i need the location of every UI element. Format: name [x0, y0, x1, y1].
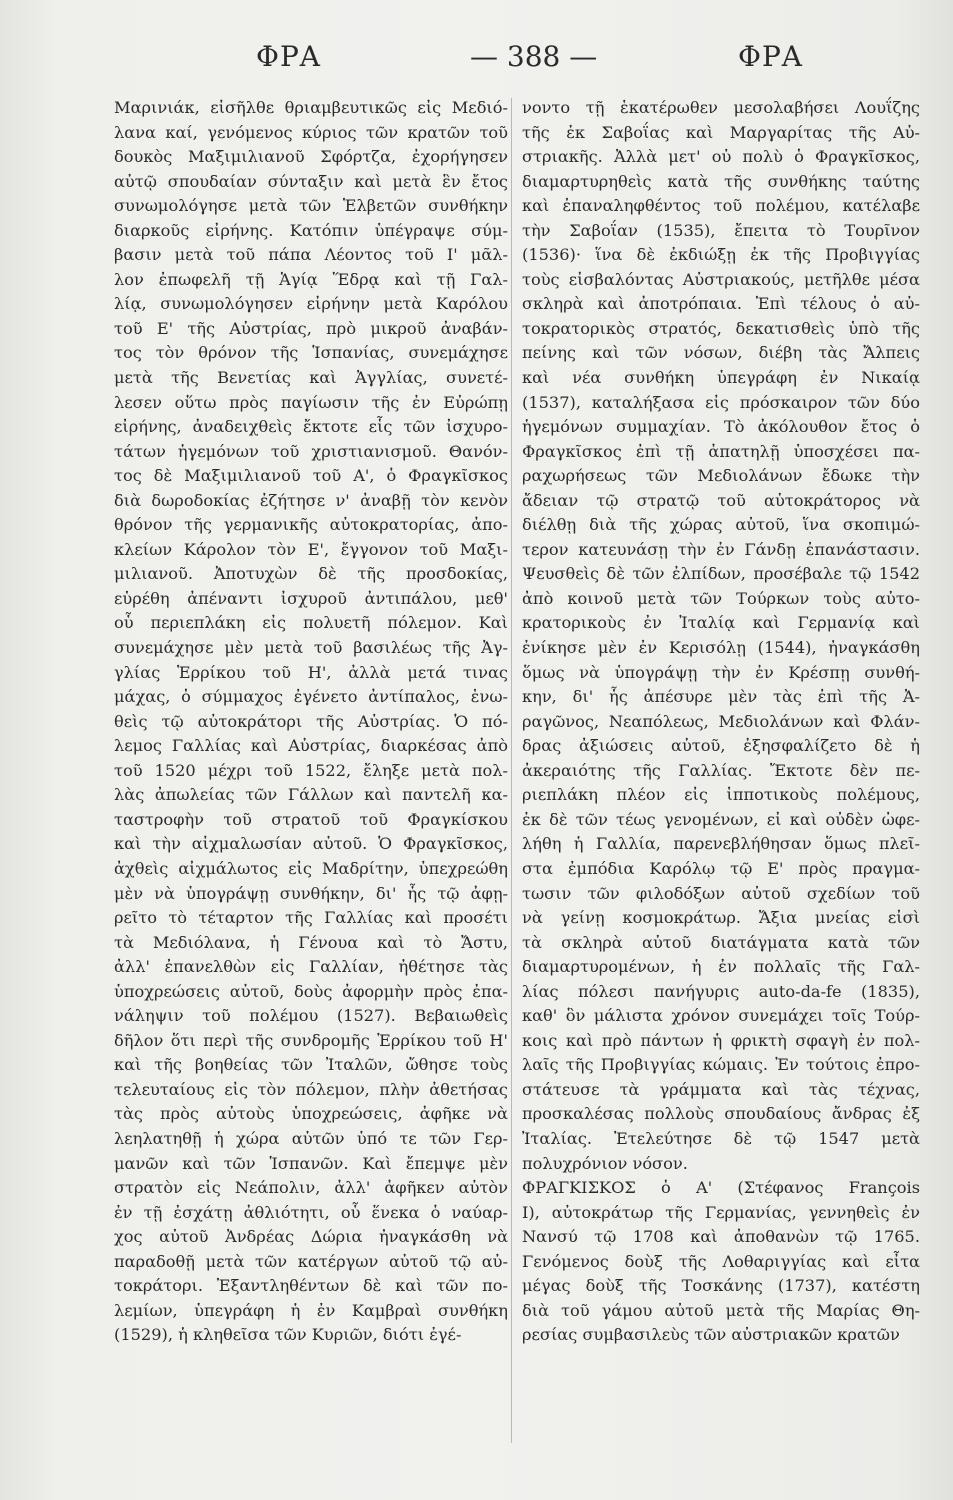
text-line: τελευταίους εἰς τὸν πόλεμον, πλὴν ἀθετήσας — [114, 1079, 508, 1099]
text-line: θεὶς τῷ αὐτοκράτορι τῆς Αὐστρίας. Ὁ πό- — [114, 711, 508, 731]
text-line: ἀπὸ κοινοῦ μετὰ τῶν Τούρκων τοὺς αὐτο- — [522, 588, 920, 608]
text-line: λίας πόλεσι πανήγυρις auto-da-fe (1835), — [522, 981, 920, 1001]
text-line: διέλθῃ διὰ τῆς χώρας αὐτοῦ, ἵνα σκοπιμώ- — [522, 515, 920, 535]
text-line: χος αὐτοῦ Ἀνδρέας Δώρια ἠναγκάσθη νὰ — [114, 1227, 508, 1247]
text-line: τερον κατευνάσῃ τὴν ἐν Γάνδῃ ἐπανάστασιν. — [522, 539, 920, 559]
text-line: διαρκοῦς εἰρήνης. Κατόπιν ὑπέγραψε σύμ- — [114, 220, 508, 240]
text-line: ἡγεμόνων συμμαχίαν. Τὸ ἀκόλουθον ἔτος ὁ — [522, 417, 920, 437]
text-line: μάχας, ὁ σύμμαχος ἐγένετο ἀντίπαλος, ἑνω- — [114, 687, 508, 707]
text-line: αὐτῷ σπουδαίαν σύνταξιν καὶ μετὰ ἓν ἔτος — [114, 171, 508, 191]
text-line: Γενόμενος δοὺξ τῆς Λοθαριγγίας καὶ εἶτα — [522, 1251, 920, 1271]
text-line: πολυχρόνιον νόσον. — [522, 1153, 688, 1173]
text-line: ἄδειαν τῷ στρατῷ τοῦ αὐτοκράτορος νὰ — [522, 490, 920, 510]
text-line: τωσιν τῶν φιλοδόξων αὐτοῦ σχεδίων τοῦ — [522, 883, 920, 903]
text-line: καθ' ὃν μάλιστα χρόνον συνεμάχει τοῖς Τούρ- — [522, 1006, 920, 1026]
text-line: τοκράτορι. Ἐξαντληθέντων δὲ καὶ τῶν πο- — [114, 1276, 508, 1296]
text-line: ραγῶνος, Νεαπόλεως, Μεδιολάνων καὶ Φλάν- — [522, 711, 920, 731]
header-right-keyword: ΦΡΑ — [738, 40, 804, 73]
text-line: δουκὸς Μαξιμιλιανοῦ Σφόρτζα, ἐχορήγησεν — [114, 147, 508, 167]
text-line: (1529), ἡ κληθεῖσα τῶν Κυριῶν, διότι ἐγέ- — [114, 1325, 462, 1345]
text-line: τος δὲ Μαξιμιλιανοῦ τοῦ Α', ὁ Φραγκῖσκος — [114, 466, 508, 486]
text-line: κοις καὶ πρὸ πάντων ἡ φρικτὴ σφαγὴ ἐν πολ- — [522, 1030, 920, 1050]
text-line: δρας ἀξιώσεις αὐτοῦ, ἐξησφαλίζετο δὲ ἡ — [522, 736, 920, 756]
text-line: τῆς ἐκ Σαβοΐας καὶ Μαργαρίτας τῆς Αὐ- — [522, 122, 920, 142]
text-line: Μαρινιάκ, εἰσῆλθε θριαμβευτικῶς εἰς Μεδιό- — [114, 98, 508, 117]
text-line: εὑρέθη ἀπέναντι ἰσχυροῦ ἀντιπάλου, μεθ' — [114, 588, 508, 608]
text-line: διὰ δωροδοκίας ἐζήτησε ν' ἀναβῇ τὸν κενὸν — [114, 490, 508, 510]
text-line: μὲν νὰ ὑπογράψῃ συνθήκην, δι' ἧς τῷ ἀφῃ- — [114, 883, 508, 903]
text-line: προσκαλέσας πολλοὺς σπουδαίους ἄνδρας ἐξ — [522, 1104, 920, 1124]
text-line: καὶ τῆς βοηθείας τῶν Ἰταλῶν, ὤθησε τοὺς — [114, 1055, 508, 1075]
text-line: ραχωρήσεως τῶν Μεδιολάνων ἔδωκε τὴν — [522, 466, 920, 486]
text-line: συνεμάχησε μὲν μετὰ τοῦ βασιλέως τῆς Ἀγ- — [114, 638, 508, 658]
text-line: καὶ ἐπαναληφθέντος τοῦ πολέμου, κατέλαβε — [522, 196, 920, 216]
text-line: ρεσίας συμβασιλεὺς τῶν αὐστριακῶν κρατῶν — [522, 1325, 900, 1345]
text-line: μιλιανοῦ. Ἀποτυχὼν δὲ τῆς προσδοκίας, — [114, 564, 508, 584]
text-line: λήθη ἡ Γαλλία, παρενεβλήθησαν ὅμως πλεῖ- — [522, 834, 920, 854]
text-line: βασιν μετὰ τοῦ πάπα Λέοντος τοῦ Ι' μᾶλ- — [114, 245, 508, 265]
text-line: γλίας Ἑρρίκου τοῦ Η', ἀλλὰ μετά τινας — [114, 662, 508, 682]
text-line: τὰς πρὸς αὐτοὺς ὑποχρεώσεις, ἀφῆκε νὰ — [114, 1104, 508, 1124]
text-line: ὅμως νὰ ὑπογράψῃ τὴν ἐν Κρέσπῃ συνθή- — [522, 662, 920, 682]
header-left-keyword: ΦΡΑ — [256, 40, 322, 73]
text-line: μετὰ τῆς Βενετίας καὶ Ἀγγλίας, συνετέ- — [114, 368, 508, 388]
text-line: διαμαρτυρηθεὶς κατὰ τῆς συνθήκης ταύτης — [522, 171, 920, 191]
text-line: κλείων Κάρολον τὸν Ε', ἔγγονον τοῦ Μαξι- — [114, 539, 508, 559]
right-text-column — [522, 96, 920, 1348]
text-line: εἰρήνης, ἀναδειχθεὶς ἔκτοτε εἷς τῶν ἰσχυρο- — [114, 417, 508, 437]
text-line: ΦΡΑΓΚΙΣΚΟΣ ὁ Α' (Στέφανος François — [522, 1178, 920, 1198]
text-line: Ἰταλίας. Ἐτελεύτησε δὲ τῷ 1547 μετὰ — [522, 1128, 920, 1148]
text-line: δῆλον ὅτι περὶ τῆς συνδρομῆς Ἑρρίκου τοῦ Η' — [114, 1030, 508, 1050]
text-line: ταστροφὴν τοῦ στρατοῦ τοῦ Φραγκίσκου — [114, 809, 508, 829]
text-line: σκληρὰ καὶ ἀποτρόπαια. Ἐπὶ τέλους ὁ αὐ- — [522, 294, 920, 314]
text-line: τὰ σκληρὰ αὐτοῦ διατάγματα κατὰ τῶν — [522, 932, 920, 952]
text-line: λεηλατηθῇ ἡ χώρα αὐτῶν ὑπό τε τῶν Γερ- — [114, 1128, 508, 1148]
text-line: λαῖς τῆς Προβιγγίας κώμαις. Ἐν τούτοις ἐπρο- — [522, 1055, 920, 1075]
text-line: στρατὸν εἰς Νεάπολιν, ἀλλ' ἀφῆκεν αὐτὸν — [114, 1178, 508, 1198]
text-line: ρεῖτο τὸ τέταρτον τῆς Γαλλίας καὶ προσέτι — [114, 908, 508, 928]
text-line: κην, δι' ἧς ἀπέσυρε μὲν τὰς ἐπὶ τῆς Ἀ- — [522, 687, 920, 707]
text-line: κρατορικοὺς ἐν Ἰταλίᾳ καὶ Γερμανίᾳ καὶ — [522, 613, 920, 633]
text-line: διὰ τοῦ γάμου αὐτοῦ μετὰ τῆς Μαρίας Θη- — [522, 1300, 920, 1320]
text-line: τοῦ 1520 μέχρι τοῦ 1522, ἔληξε μετὰ πολ- — [114, 760, 508, 780]
text-line: λανα καί, γενόμενος κύριος τῶν κρατῶν τοῦ — [114, 122, 508, 142]
text-line: ἐκ δὲ τῶν τέως γενομένων, εἰ καὶ οὐδὲν ὠφε- — [522, 809, 920, 829]
text-line: τάτων ἡγεμόνων τοῦ χριστιανισμοῦ. Θανόν- — [114, 441, 508, 461]
text-line: λεσεν οὕτω πρὸς παγίωσιν τῆς ἐν Εὐρώπῃ — [114, 392, 508, 412]
text-line: τοῦ Ε' τῆς Αὐστρίας, πρὸ μικροῦ ἀναβάν- — [114, 318, 508, 338]
text-line: νὰ γείνῃ κοσμοκράτωρ. Ἄξια μνείας εἰσὶ — [522, 908, 920, 928]
text-line: στριακῆς. Ἀλλὰ μετ' οὐ πολὺ ὁ Φραγκῖσκος, — [522, 147, 920, 167]
text-line: καὶ νέα συνθήκη ὑπεγράφη ἐν Νικαίᾳ — [522, 368, 920, 388]
text-line: νάληψιν τοῦ πολέμου (1527). Βεβαιωθεὶς — [114, 1006, 508, 1026]
text-line: στάτευσε τὰ γράμματα καὶ τὰς τέχνας, — [522, 1079, 920, 1099]
text-line: μέγας δοὺξ τῆς Τοσκάνης (1737), κατέστη — [522, 1276, 920, 1296]
text-line: τοκρατορικὸς στρατός, δεκατισθεὶς ὑπὸ τῆς — [522, 318, 920, 338]
text-line: πείνης καὶ τῶν νόσων, διέβη τὰς Ἄλπεις — [522, 343, 920, 363]
text-line: λεμίων, ὑπεγράφη ἡ ἐν Καμβραὶ συνθήκη — [114, 1300, 508, 1320]
text-line: θρόνον τῆς γερμανικῆς αὐτοκρατορίας, ἀπο- — [114, 515, 508, 535]
text-line: (1537), καταλήξασα εἰς πρόσκαιρον τῶν δύο — [522, 392, 920, 412]
text-line: τος τὸν θρόνον τῆς Ἱσπανίας, συνεμάχησε — [114, 343, 508, 363]
text-line: στα ἐμπόδια Καρόλῳ τῷ Ε' πρὸς πραγμα- — [522, 858, 920, 878]
text-line: ἀκεραιότης τῆς Γαλλίας. Ἔκτοτε δὲν πε- — [522, 760, 920, 780]
text-line: οὗ περιεπλάκη εἰς πολυετῆ πόλεμον. Καὶ — [114, 613, 508, 633]
page-header — [0, 40, 953, 80]
text-line: (1536)· ἵνα δὲ ἐκδιώξῃ ἐκ τῆς Προβιγγίας — [522, 245, 920, 265]
text-line: λὰς ἀπωλείας τῶν Γάλλων καὶ παντελῆ κα- — [114, 785, 508, 805]
text-line: Νανσύ τῷ 1708 καὶ ἀποθανὼν τῷ 1765. — [522, 1227, 920, 1247]
text-line: λον ἐπωφελῆ τῇ Ἁγίᾳ Ἕδρᾳ καὶ τῇ Γαλ- — [114, 269, 508, 289]
text-line: I), αὐτοκράτωρ τῆς Γερμανίας, γεννηθεὶς ἐν — [522, 1202, 920, 1222]
text-line: λίᾳ, συνωμολόγησεν εἰρήνην μετὰ Καρόλου — [114, 294, 508, 314]
text-line: ἐν τῇ ἐσχάτῃ ἀθλιότητι, οὗ ἕνεκα ὁ ναύαρ- — [114, 1202, 508, 1222]
text-line: λεμος Γαλλίας καὶ Αὐστρίας, διαρκέσας ἀπὸ — [114, 736, 508, 756]
text-line: ἀλλ' ἐπανελθὼν εἰς Γαλλίαν, ἠθέτησε τὰς — [114, 957, 508, 977]
text-line: Φραγκῖσκος ἐπὶ τῇ ἀπατηλῇ ὑποσχέσει πα- — [522, 441, 920, 461]
text-line: τὴν Σαβοΐαν (1535), ἔπειτα τὸ Τουρῖνον — [522, 220, 920, 240]
column-divider — [511, 98, 512, 1443]
text-line: τὰ Μεδιόλανα, ἡ Γένουα καὶ τὸ Ἄστυ, — [114, 932, 508, 952]
text-line: τοὺς εἰσβαλόντας Αὐστριακούς, μετῆλθε μέσα — [522, 269, 920, 289]
text-line: νοντο τῇ ἑκατέρωθεν μεσολαβήσει Λουΐζης — [522, 98, 920, 117]
text-line: ριεπλάκη πλέον εἰς ἱπποτικοὺς πολέμους, — [522, 785, 920, 805]
text-line: συνωμολόγησε μετὰ τῶν Ἑλβετῶν συνθήκην — [114, 196, 508, 216]
text-line: καὶ τὴν αἰχμαλωσίαν αὐτοῦ. Ὁ Φραγκῖσκος, — [114, 834, 508, 854]
text-line: Ψευσθεὶς δὲ τῶν ἐλπίδων, προσέβαλε τῷ 1542 — [522, 564, 920, 584]
text-line: παραδοθῇ μετὰ τῶν κατέργων αὐτοῦ τῷ αὐ- — [114, 1251, 508, 1271]
left-text-column — [114, 96, 508, 1348]
text-line: ἀχθεὶς αἰχμάλωτος εἰς Μαδρίτην, ὑπεχρεώθη — [114, 858, 508, 878]
text-line: διαμαρτυρομένων, ἡ ἐν πολλαῖς τῆς Γαλ- — [522, 957, 920, 977]
page-number: — 388 — — [470, 40, 598, 73]
text-line: ὑποχρεώσεις αὐτοῦ, δοὺς ἀφορμὴν πρὸς ἐπα- — [114, 981, 508, 1001]
text-line: ἐνίκησε μὲν ἐν Κερισόλῃ (1544), ἠναγκάσθη — [522, 638, 920, 658]
text-line: μανῶν καὶ τῶν Ἱσπανῶν. Καὶ ἔπεμψε μὲν — [114, 1153, 508, 1173]
